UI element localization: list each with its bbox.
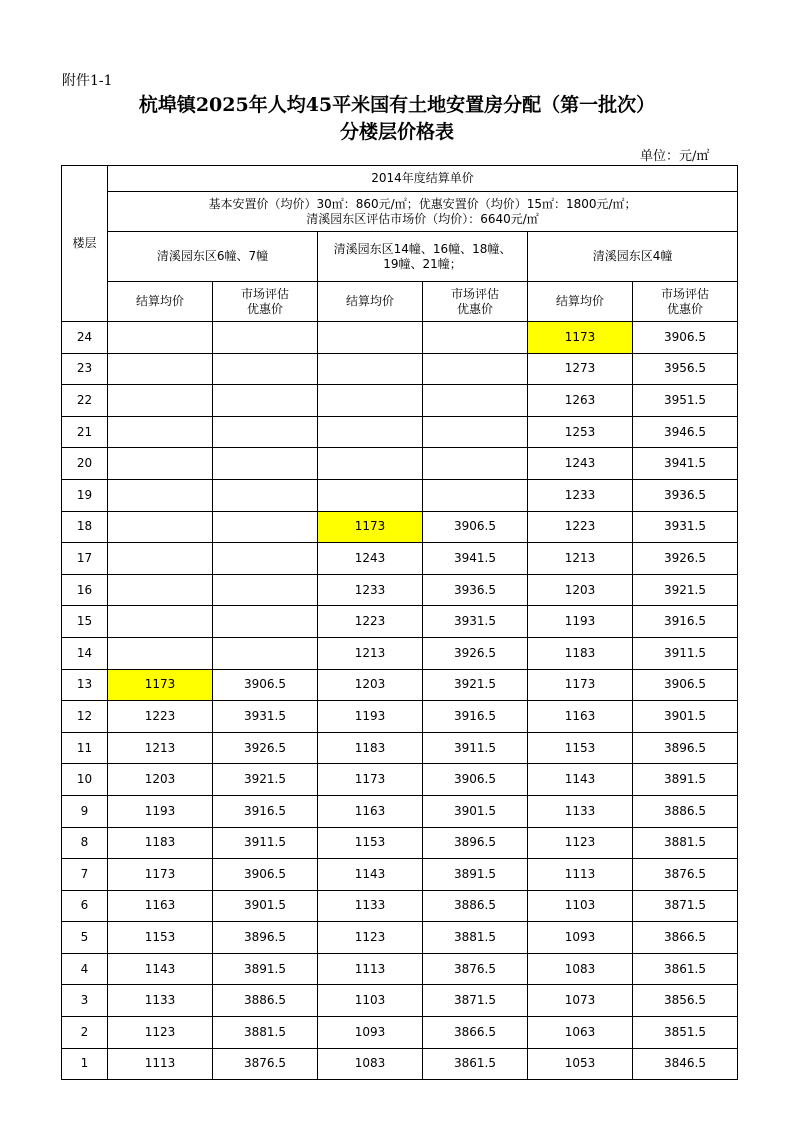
market-price-cell: 3916.5 [423, 701, 528, 733]
floor-cell: 19 [62, 479, 108, 511]
header-row-year [62, 166, 738, 192]
market-price-cell: 3881.5 [633, 827, 738, 859]
table-row [62, 479, 738, 511]
settle-price-cell: 1173 [528, 322, 633, 354]
settle-price-cell: 1153 [318, 827, 423, 859]
market-price-cell [423, 416, 528, 448]
col-settle-2: 结算均价 [318, 282, 423, 322]
market-price-cell: 3906.5 [423, 511, 528, 543]
market-price-cell: 3901.5 [213, 890, 318, 922]
settle-price-cell: 1123 [318, 922, 423, 954]
table-row [62, 732, 738, 764]
table-row [62, 353, 738, 385]
attachment-label: 附件1-1 [62, 73, 113, 89]
floor-cell: 24 [62, 322, 108, 354]
market-price-cell: 3891.5 [633, 764, 738, 796]
settle-price-cell [108, 637, 213, 669]
settle-price-cell: 1203 [318, 669, 423, 701]
floor-cell: 21 [62, 416, 108, 448]
col-market-1-line2: 优惠价 [246, 301, 283, 316]
market-price-cell: 3886.5 [423, 890, 528, 922]
floor-cell: 13 [62, 669, 108, 701]
floor-header: 楼层 [62, 166, 108, 322]
settle-price-cell: 1123 [108, 1017, 213, 1049]
floor-cell: 11 [62, 732, 108, 764]
header-row-columns [62, 282, 738, 322]
settle-price-cell: 1103 [318, 985, 423, 1017]
settle-price-cell [108, 574, 213, 606]
settle-price-cell [318, 322, 423, 354]
settle-price-cell: 1123 [528, 827, 633, 859]
settle-price-cell [108, 416, 213, 448]
settle-price-cell: 1193 [108, 795, 213, 827]
market-price-cell: 3911.5 [213, 827, 318, 859]
settle-price-cell: 1223 [528, 511, 633, 543]
settle-price-cell: 1113 [318, 953, 423, 985]
market-price-cell: 3886.5 [633, 795, 738, 827]
market-price-cell: 3876.5 [633, 859, 738, 891]
market-price-cell: 3921.5 [633, 574, 738, 606]
market-price-cell: 3901.5 [423, 795, 528, 827]
settle-price-cell: 1173 [318, 764, 423, 796]
market-price-cell: 3876.5 [213, 1048, 318, 1080]
price-note [108, 192, 738, 232]
settle-price-cell: 1243 [528, 448, 633, 480]
col-settle-1: 结算均价 [108, 282, 213, 322]
document-title: 杭埠镇2025年人均45平米国有土地安置房分配（第一批次） [138, 94, 656, 116]
market-price-cell: 3856.5 [633, 985, 738, 1017]
floor-cell: 3 [62, 985, 108, 1017]
settle-price-cell: 1173 [108, 669, 213, 701]
floor-cell: 9 [62, 795, 108, 827]
market-price-cell: 3906.5 [213, 669, 318, 701]
settle-price-cell [318, 416, 423, 448]
year-header: 2014年度结算单价 [108, 166, 738, 192]
market-price-cell [213, 637, 318, 669]
floor-cell: 14 [62, 637, 108, 669]
market-price-cell: 3881.5 [423, 922, 528, 954]
market-price-cell: 3926.5 [423, 637, 528, 669]
floor-cell: 17 [62, 543, 108, 575]
table-row [62, 985, 738, 1017]
market-price-cell [213, 479, 318, 511]
market-price-cell: 3956.5 [633, 353, 738, 385]
market-price-cell: 3896.5 [213, 922, 318, 954]
settle-price-cell: 1063 [528, 1017, 633, 1049]
market-price-cell: 3931.5 [423, 606, 528, 638]
table-row [62, 701, 738, 733]
floor-cell: 10 [62, 764, 108, 796]
market-price-cell: 3866.5 [423, 1017, 528, 1049]
market-price-cell: 3941.5 [423, 543, 528, 575]
market-price-cell: 3931.5 [633, 511, 738, 543]
settle-price-cell: 1163 [318, 795, 423, 827]
settle-price-cell: 1153 [528, 732, 633, 764]
settle-price-cell [318, 353, 423, 385]
floor-cell: 18 [62, 511, 108, 543]
market-price-cell [213, 543, 318, 575]
group-header-3: 清溪园东区4幢 [528, 232, 738, 282]
market-price-cell: 3911.5 [633, 637, 738, 669]
market-price-cell [213, 353, 318, 385]
floor-cell: 16 [62, 574, 108, 606]
settle-price-cell: 1083 [528, 953, 633, 985]
settle-price-cell [108, 606, 213, 638]
col-market-1-line1: 市场评估 [240, 286, 289, 301]
table-row [62, 385, 738, 417]
floor-cell: 22 [62, 385, 108, 417]
market-price-cell [213, 606, 318, 638]
market-price-cell: 3886.5 [213, 985, 318, 1017]
unit-label: 单位：元/㎡ [640, 149, 710, 164]
col-market-2-line2: 优惠价 [456, 301, 493, 316]
settle-price-cell [108, 385, 213, 417]
col-market-3 [633, 282, 738, 322]
settle-price-cell: 1163 [528, 701, 633, 733]
settle-price-cell [108, 322, 213, 354]
settle-price-cell [108, 353, 213, 385]
settle-price-cell: 1183 [108, 827, 213, 859]
col-settle-3: 结算均价 [528, 282, 633, 322]
settle-price-cell: 1143 [108, 953, 213, 985]
price-table-body [62, 166, 738, 1080]
table-row [62, 606, 738, 638]
market-price-cell: 3896.5 [423, 827, 528, 859]
settle-price-cell: 1213 [108, 732, 213, 764]
market-price-cell: 3891.5 [213, 953, 318, 985]
settle-price-cell: 1133 [528, 795, 633, 827]
settle-price-cell: 1093 [318, 1017, 423, 1049]
settle-price-cell: 1243 [318, 543, 423, 575]
settle-price-cell: 1213 [318, 637, 423, 669]
document-subtitle: 分楼层价格表 [339, 121, 454, 143]
market-price-cell: 3851.5 [633, 1017, 738, 1049]
market-price-cell: 3926.5 [633, 543, 738, 575]
settle-price-cell: 1173 [318, 511, 423, 543]
settle-price-cell: 1203 [528, 574, 633, 606]
col-market-2 [423, 282, 528, 322]
table-row [62, 859, 738, 891]
settle-price-cell: 1183 [528, 637, 633, 669]
table-row [62, 448, 738, 480]
group-header-1: 清溪园东区6幢、7幢 [108, 232, 318, 282]
settle-price-cell: 1203 [108, 764, 213, 796]
settle-price-cell: 1163 [108, 890, 213, 922]
settle-price-cell: 1083 [318, 1048, 423, 1080]
floor-cell: 2 [62, 1017, 108, 1049]
settle-price-cell [318, 479, 423, 511]
settle-price-cell: 1143 [528, 764, 633, 796]
market-price-cell [423, 479, 528, 511]
settle-price-cell: 1233 [528, 479, 633, 511]
table-row [62, 511, 738, 543]
settle-price-cell [318, 385, 423, 417]
market-price-cell [213, 416, 318, 448]
settle-price-cell: 1113 [528, 859, 633, 891]
market-price-cell: 3936.5 [423, 574, 528, 606]
table-row [62, 1048, 738, 1080]
table-row [62, 1017, 738, 1049]
market-price-cell: 3921.5 [423, 669, 528, 701]
floor-cell: 23 [62, 353, 108, 385]
market-price-cell [423, 322, 528, 354]
market-price-cell: 3871.5 [633, 890, 738, 922]
market-price-cell: 3861.5 [423, 1048, 528, 1080]
table-row [62, 795, 738, 827]
table-row [62, 574, 738, 606]
settle-price-cell: 1273 [528, 353, 633, 385]
market-price-cell: 3901.5 [633, 701, 738, 733]
market-price-cell: 3876.5 [423, 953, 528, 985]
floor-cell: 1 [62, 1048, 108, 1080]
floor-cell: 4 [62, 953, 108, 985]
settle-price-cell: 1223 [318, 606, 423, 638]
settle-price-cell [108, 479, 213, 511]
table-row [62, 637, 738, 669]
market-price-cell [423, 353, 528, 385]
market-price-cell: 3916.5 [213, 795, 318, 827]
floor-cell: 12 [62, 701, 108, 733]
settle-price-cell: 1183 [318, 732, 423, 764]
floor-cell: 8 [62, 827, 108, 859]
table-row [62, 953, 738, 985]
settle-price-cell [108, 448, 213, 480]
market-price-cell [213, 448, 318, 480]
table-row [62, 764, 738, 796]
market-price-cell: 3861.5 [633, 953, 738, 985]
table-row [62, 416, 738, 448]
settle-price-cell: 1113 [108, 1048, 213, 1080]
market-price-cell: 3926.5 [213, 732, 318, 764]
market-price-cell: 3871.5 [423, 985, 528, 1017]
market-price-cell: 3951.5 [633, 385, 738, 417]
settle-price-cell: 1233 [318, 574, 423, 606]
settle-price-cell: 1133 [108, 985, 213, 1017]
market-price-cell: 3896.5 [633, 732, 738, 764]
market-price-cell: 3866.5 [633, 922, 738, 954]
settle-price-cell: 1093 [528, 922, 633, 954]
settle-price-cell: 1213 [528, 543, 633, 575]
settle-price-cell: 1223 [108, 701, 213, 733]
settle-price-cell: 1103 [528, 890, 633, 922]
market-price-cell: 3906.5 [633, 669, 738, 701]
table-row [62, 922, 738, 954]
market-price-cell [213, 574, 318, 606]
price-table [61, 165, 738, 1080]
table-row [62, 669, 738, 701]
market-price-cell: 3906.5 [423, 764, 528, 796]
floor-cell: 7 [62, 859, 108, 891]
col-market-2-line1: 市场评估 [450, 286, 499, 301]
settle-price-cell: 1133 [318, 890, 423, 922]
floor-cell: 20 [62, 448, 108, 480]
market-price-cell [213, 322, 318, 354]
market-price-cell [423, 385, 528, 417]
settle-price-cell: 1253 [528, 416, 633, 448]
table-row [62, 890, 738, 922]
market-price-cell: 3846.5 [633, 1048, 738, 1080]
market-price-cell: 3911.5 [423, 732, 528, 764]
price-note-line1: 基本安置价（均价）30㎡：860元/㎡；优惠安置价（均价）15㎡：1800元/㎡； [208, 196, 637, 211]
market-price-cell: 3906.5 [633, 322, 738, 354]
settle-price-cell [318, 448, 423, 480]
settle-price-cell [108, 543, 213, 575]
group-header-2: 清溪园东区14幢、16幢、18幢、19幢、21幢； [318, 232, 528, 282]
floor-cell: 15 [62, 606, 108, 638]
settle-price-cell: 1153 [108, 922, 213, 954]
market-price-cell: 3941.5 [633, 448, 738, 480]
settle-price-cell [108, 511, 213, 543]
table-row [62, 322, 738, 354]
market-price-cell: 3881.5 [213, 1017, 318, 1049]
floor-cell: 5 [62, 922, 108, 954]
market-price-cell: 3916.5 [633, 606, 738, 638]
settle-price-cell: 1073 [528, 985, 633, 1017]
col-market-3-line2: 优惠价 [667, 301, 704, 316]
market-price-cell: 3906.5 [213, 859, 318, 891]
header-row-groups [62, 232, 738, 282]
table-row [62, 827, 738, 859]
market-price-cell [213, 385, 318, 417]
settle-price-cell: 1173 [108, 859, 213, 891]
market-price-cell [423, 448, 528, 480]
header-row-note [62, 192, 738, 232]
settle-price-cell: 1263 [528, 385, 633, 417]
settle-price-cell: 1053 [528, 1048, 633, 1080]
market-price-cell: 3921.5 [213, 764, 318, 796]
table-row [62, 543, 738, 575]
settle-price-cell: 1173 [528, 669, 633, 701]
market-price-cell [213, 511, 318, 543]
settle-price-cell: 1143 [318, 859, 423, 891]
price-note-line2: 清溪园东区评估市场价（均价）：6640元/㎡ [306, 211, 539, 226]
market-price-cell: 3946.5 [633, 416, 738, 448]
market-price-cell: 3936.5 [633, 479, 738, 511]
col-market-1 [213, 282, 318, 322]
market-price-cell: 3891.5 [423, 859, 528, 891]
market-price-cell: 3931.5 [213, 701, 318, 733]
settle-price-cell: 1193 [318, 701, 423, 733]
floor-cell: 6 [62, 890, 108, 922]
col-market-3-line1: 市场评估 [661, 286, 710, 301]
settle-price-cell: 1193 [528, 606, 633, 638]
